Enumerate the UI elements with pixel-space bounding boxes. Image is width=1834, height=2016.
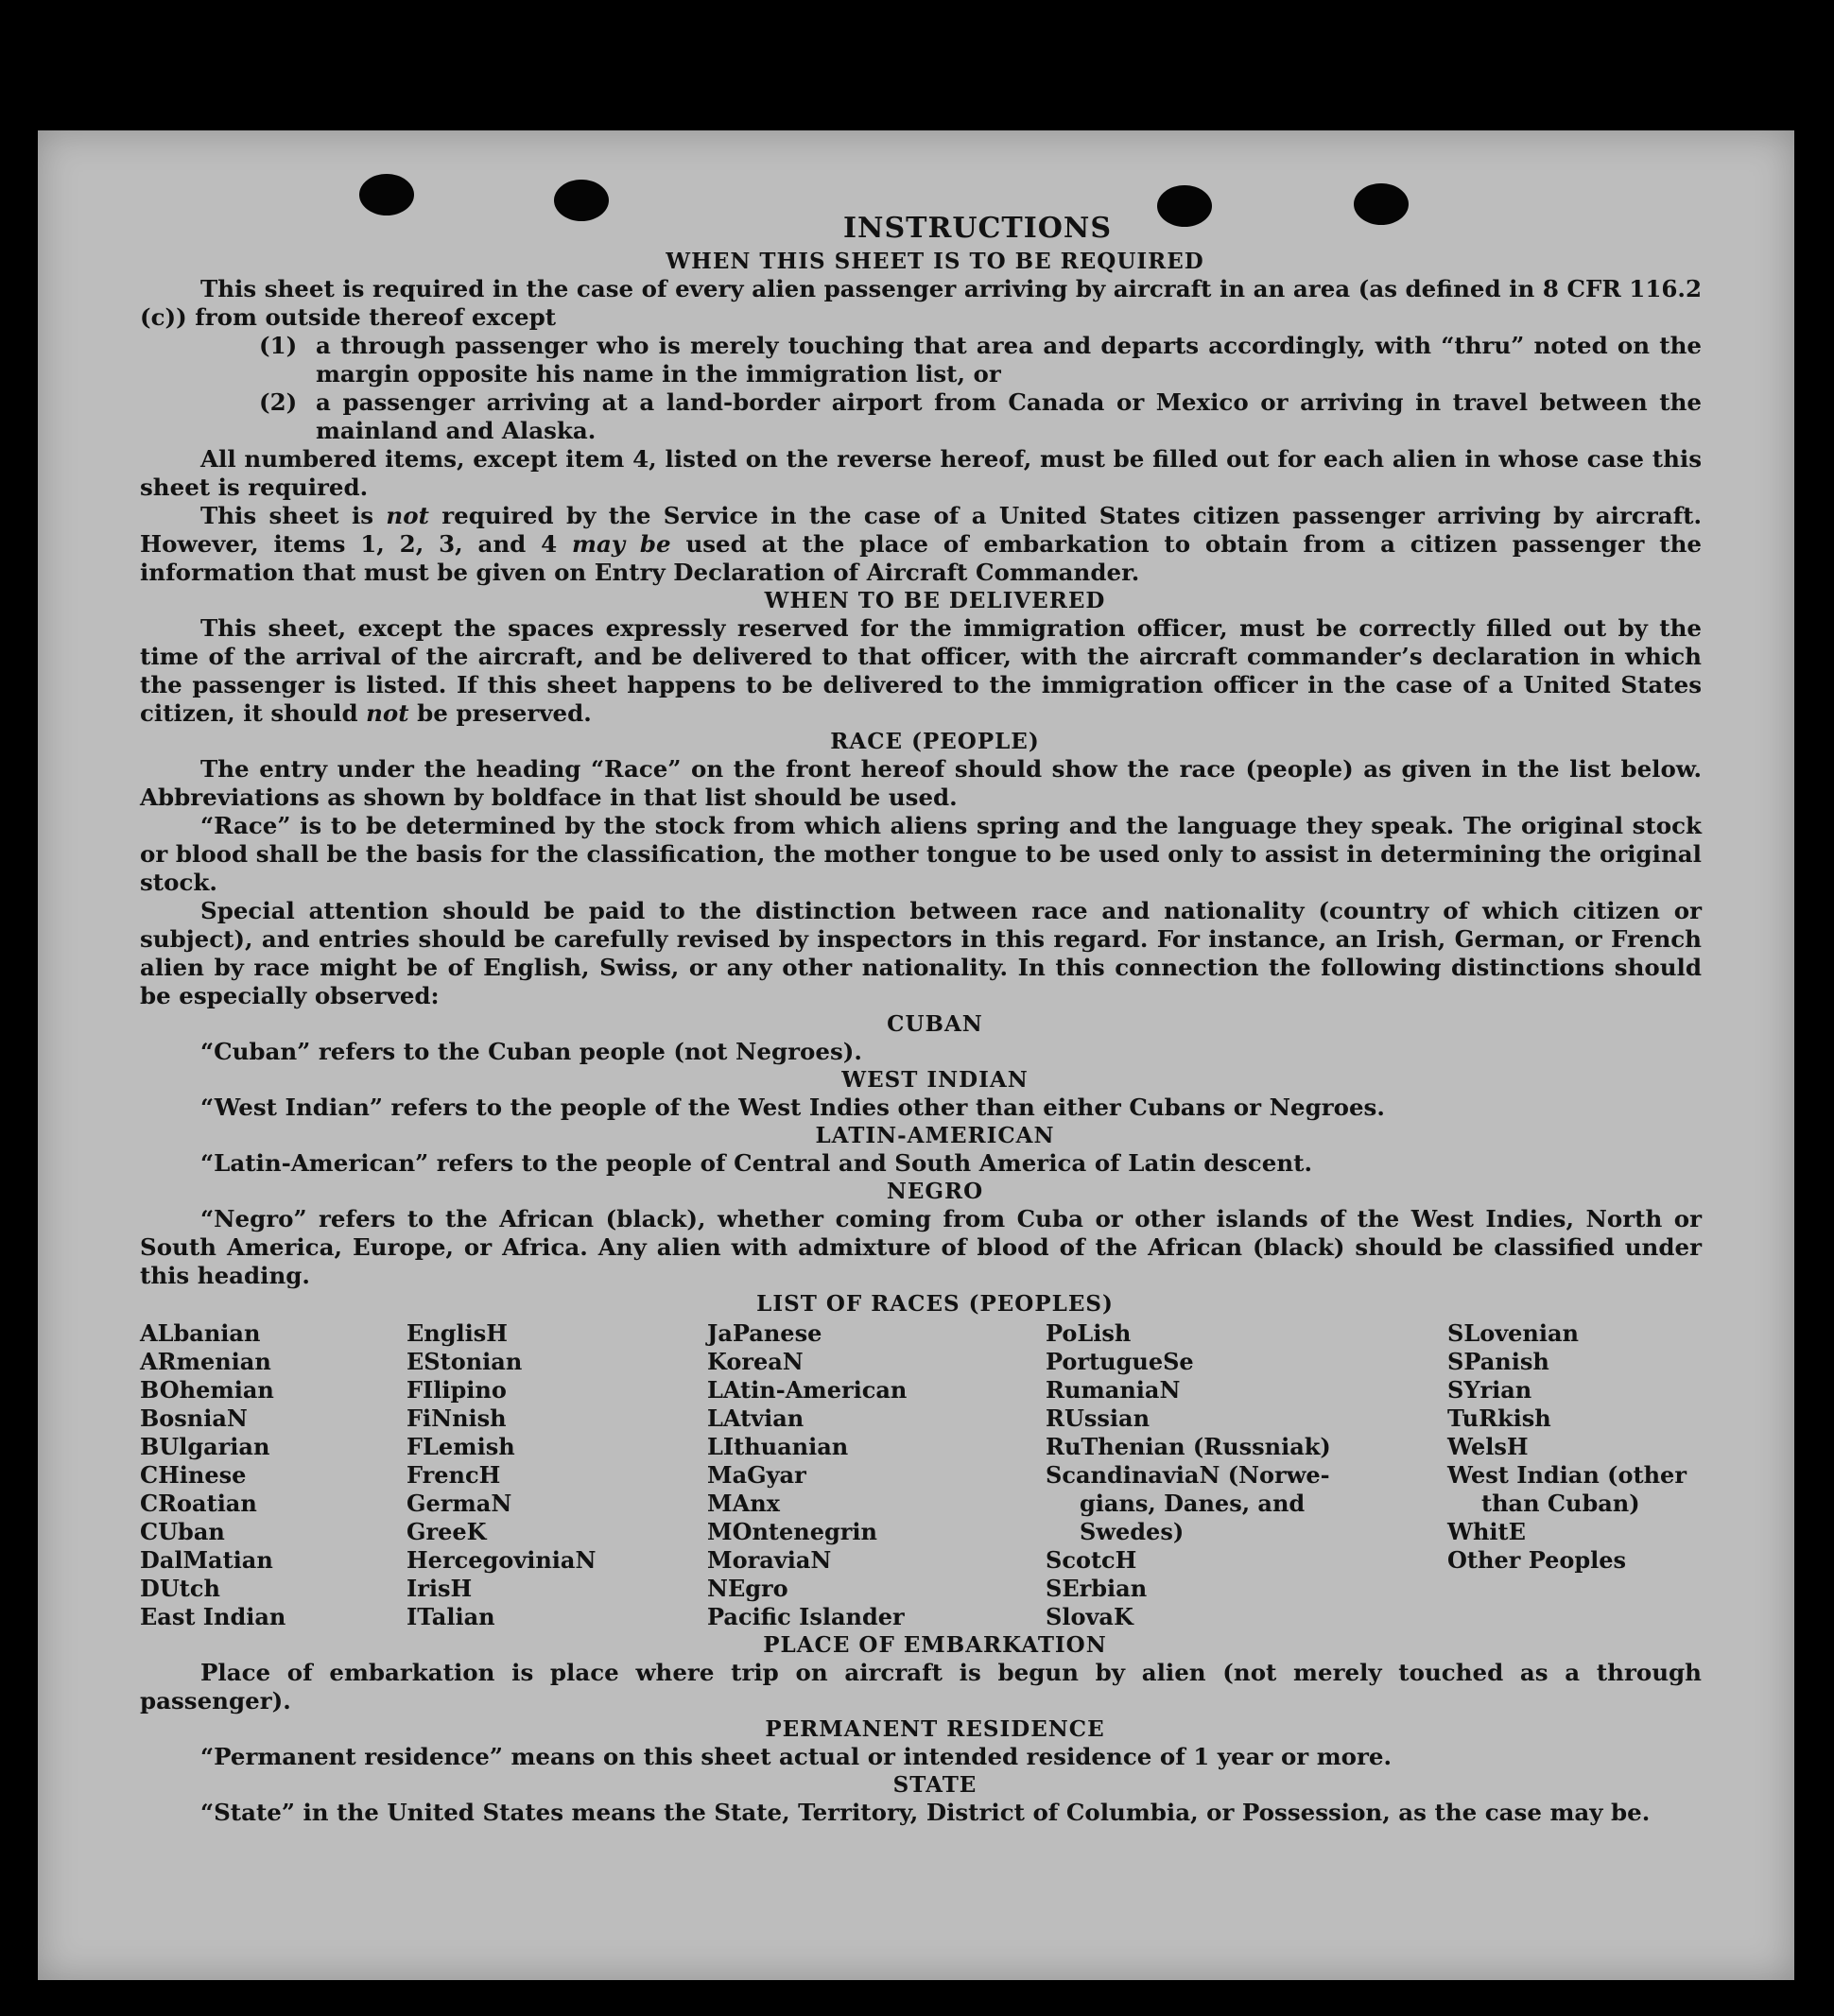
race-item: BosniaN xyxy=(140,1404,248,1432)
race-item: EnglisH xyxy=(407,1319,508,1347)
race-item: MOntenegrin xyxy=(707,1518,877,1545)
race-item: WelsH xyxy=(1447,1433,1529,1460)
races-column-4 xyxy=(1046,1319,1447,1631)
section-heading-embarkation: PLACE OF EMBARKATION xyxy=(763,1632,1107,1658)
race-item: LAtvian xyxy=(707,1404,805,1432)
races-column-3 xyxy=(707,1319,1046,1631)
item-text: a through passenger who is merely touching that area and departs accordingly, with “thru” noted on the margin opposite his name in the immigration list, or xyxy=(316,332,1702,388)
race-item: FrencH xyxy=(407,1461,501,1489)
paragraph: This sheet, except the spaces expressly reserved for the immigration officer, must be correctly filled out by the time of the arrival of the aircraft, and be delivered to that officer, with the aircraft commander’s declaration in which the passenger is listed. If this sheet happens to be delivered to the immigration officer in the case of a United States citizen, it should not be preserved. xyxy=(140,614,1702,727)
race-item: ALbanian xyxy=(140,1319,261,1347)
section-heading-race: RACE (PEOPLE) xyxy=(830,729,1040,754)
race-item: TuRkish xyxy=(1447,1404,1551,1432)
race-item: WhitE xyxy=(1447,1518,1526,1545)
race-item: FiNnish xyxy=(407,1404,507,1432)
race-item: GreeK xyxy=(407,1518,487,1545)
race-item: MAnx xyxy=(707,1490,780,1517)
page-title: INSTRUCTIONS xyxy=(843,212,1112,245)
race-item: CHinese xyxy=(140,1461,247,1489)
race-item: IrisH xyxy=(407,1575,473,1602)
race-item: Swedes) xyxy=(1080,1518,1185,1545)
document-sheet xyxy=(38,130,1794,1980)
paragraph: This sheet is required in the case of every alien passenger arriving by aircraft in an area (as defined in 8 CFR 116.2 (c)) from outside thereof except xyxy=(140,275,1702,331)
race-item: CRoatian xyxy=(140,1490,257,1517)
race-item: Pacific Islander xyxy=(707,1603,905,1630)
race-item: NEgro xyxy=(707,1575,788,1602)
paragraph: “West Indian” refers to the people of the West Indies other than either Cubans or Negroes. xyxy=(200,1094,1385,1121)
race-item: FLemish xyxy=(407,1433,515,1460)
paragraph: “Permanent residence” means on this sheet actual or intended residence of 1 year or more. xyxy=(200,1743,1393,1770)
race-item: RUssian xyxy=(1046,1404,1151,1432)
race-item: KoreaN xyxy=(707,1348,804,1375)
race-item: PoLish xyxy=(1046,1319,1132,1347)
race-item: LAtin-American xyxy=(707,1376,908,1404)
race-item: SlovaK xyxy=(1046,1603,1133,1630)
race-item: East Indian xyxy=(140,1603,286,1630)
race-item: LIthuanian xyxy=(707,1433,849,1460)
paragraph: The entry under the heading “Race” on the front hereof should show the race (people) as given in the list below. Abbreviations as shown by boldface in that list should be used. xyxy=(140,755,1702,811)
item-number: (1) xyxy=(259,332,298,359)
race-item: SPanish xyxy=(1447,1348,1549,1375)
section-heading-state: STATE xyxy=(892,1772,978,1798)
race-item: CUban xyxy=(140,1518,225,1545)
paragraph: This sheet is not required by the Service in the case of a United States citizen passenger arriving by aircraft. However, items 1, 2, 3, and 4 may be used at the place of embarkation to obtain from a citizen passenger the information that must be given on Entry Declaration of Aircraft Commander. xyxy=(140,502,1702,586)
section-heading-when-delivered: WHEN TO BE DELIVERED xyxy=(764,588,1106,613)
section-heading-latin-american: LATIN-AMERICAN xyxy=(815,1123,1055,1148)
section-heading-cuban: CUBAN xyxy=(887,1011,983,1037)
race-item: RuThenian (Russniak) xyxy=(1046,1433,1331,1460)
races-column-1 xyxy=(140,1319,407,1631)
paragraph: “Cuban” refers to the Cuban people (not Negroes). xyxy=(200,1038,862,1065)
race-item: BOhemian xyxy=(140,1376,274,1404)
race-item: HercegoviniaN xyxy=(407,1546,597,1574)
races-column-2 xyxy=(407,1319,707,1631)
race-item: RumaniaN xyxy=(1046,1376,1181,1404)
list-item xyxy=(259,332,1702,388)
race-item: SYrian xyxy=(1447,1376,1532,1404)
race-item: SErbian xyxy=(1046,1575,1148,1602)
race-item: EStonian xyxy=(407,1348,523,1375)
instructions-body xyxy=(140,212,1702,1827)
paragraph: “Race” is to be determined by the stock from which aliens spring and the language they speak. The original stock or blood shall be the basis for the classification, the mother tongue to be used only to assist in determining the original stock. xyxy=(140,812,1702,896)
section-heading-west-indian: WEST INDIAN xyxy=(841,1067,1029,1093)
race-item: PortugueSe xyxy=(1046,1348,1194,1375)
section-heading-list-of-races: LIST OF RACES (PEOPLES) xyxy=(756,1291,1114,1317)
race-item: DalMatian xyxy=(140,1546,273,1574)
punch-hole xyxy=(359,174,414,215)
race-item: ITalian xyxy=(407,1603,495,1630)
section-heading-negro: NEGRO xyxy=(886,1179,984,1204)
paragraph: “Negro” refers to the African (black), whether coming from Cuba or other islands of the West Indies, North or South America, Europe, or Africa. Any alien with admixture of blood of the African (black) should be classified under this heading. xyxy=(140,1205,1702,1289)
race-item: West Indian (other xyxy=(1447,1461,1687,1489)
item-number: (2) xyxy=(259,388,298,416)
race-item: ARmenian xyxy=(140,1348,271,1375)
section-heading-when-required: WHEN THIS SHEET IS TO BE REQUIRED xyxy=(666,249,1204,274)
races-column-5 xyxy=(1447,1319,1703,1631)
race-item: MaGyar xyxy=(707,1461,806,1489)
race-item: MoraviaN xyxy=(707,1546,832,1574)
paragraph: “State” in the United States means the State, Territory, District of Columbia, or Possession, as the case may be. xyxy=(200,1799,1651,1826)
race-item: DUtch xyxy=(140,1575,220,1602)
paragraph: “Latin-American” refers to the people of Central and South America of Latin descent. xyxy=(200,1149,1312,1177)
race-item: ScandinaviaN (Norwe- xyxy=(1046,1461,1330,1489)
race-item: JaPanese xyxy=(707,1319,822,1347)
race-item: ScotcH xyxy=(1046,1546,1137,1574)
races-list xyxy=(140,1319,1702,1631)
race-item: than Cuban) xyxy=(1481,1490,1640,1517)
race-item: gians, Danes, and xyxy=(1080,1490,1306,1517)
paragraph: Place of embarkation is place where trip on aircraft is begun by alien (not merely touched as a through passenger). xyxy=(140,1659,1702,1714)
race-item: SLovenian xyxy=(1447,1319,1579,1347)
item-text: a passenger arriving at a land-border airport from Canada or Mexico or arriving in travel between the mainland and Alaska. xyxy=(316,388,1702,444)
race-item: BUlgarian xyxy=(140,1433,270,1460)
section-heading-permanent-residence: PERMANENT RESIDENCE xyxy=(765,1716,1105,1742)
race-item: GermaN xyxy=(407,1490,512,1517)
paragraph: Special attention should be paid to the distinction between race and nationality (country of which citizen or subject), and entries should be carefully revised by inspectors in this regard. For instance, an Irish, German, or French alien by race might be of English, Swiss, or any other nationality. In this connection the following distinctions should be especially observed: xyxy=(140,897,1702,1009)
paragraph: All numbered items, except item 4, listed on the reverse hereof, must be filled out for each alien in whose case this sheet is required. xyxy=(140,445,1702,501)
race-item: Other Peoples xyxy=(1447,1546,1627,1574)
list-item xyxy=(259,388,1702,445)
race-item: FIlipino xyxy=(407,1376,507,1404)
